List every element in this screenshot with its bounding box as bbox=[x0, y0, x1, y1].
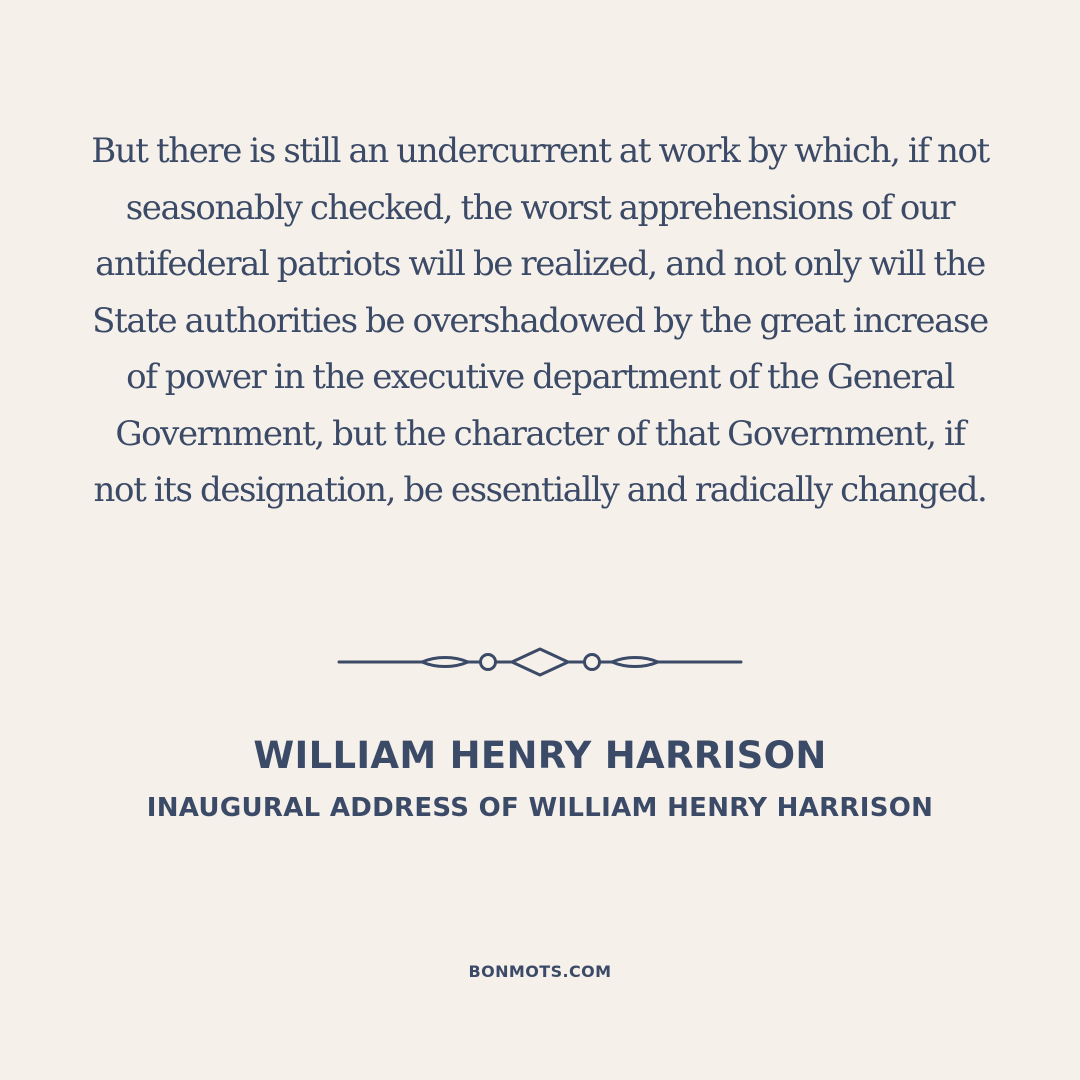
quote-source: INAUGURAL ADDRESS OF WILLIAM HENRY HARRISON bbox=[146, 793, 934, 823]
quote-text: But there is still an undercurrent at work by which, if not seasonably checked, the worst apprehensions of our antifederal patriots will be realized, and not only will the State authorities be overshadowed by the great increase of power in the executive department of the General Government, but the character of that Government, if not its designation, be essentially and radically changed. bbox=[91, 131, 989, 510]
author-name: WILLIAM HENRY HARRISON bbox=[253, 734, 827, 777]
ornamental-divider-icon bbox=[336, 645, 744, 679]
site-watermark: BONMOTS.COM bbox=[468, 962, 612, 981]
